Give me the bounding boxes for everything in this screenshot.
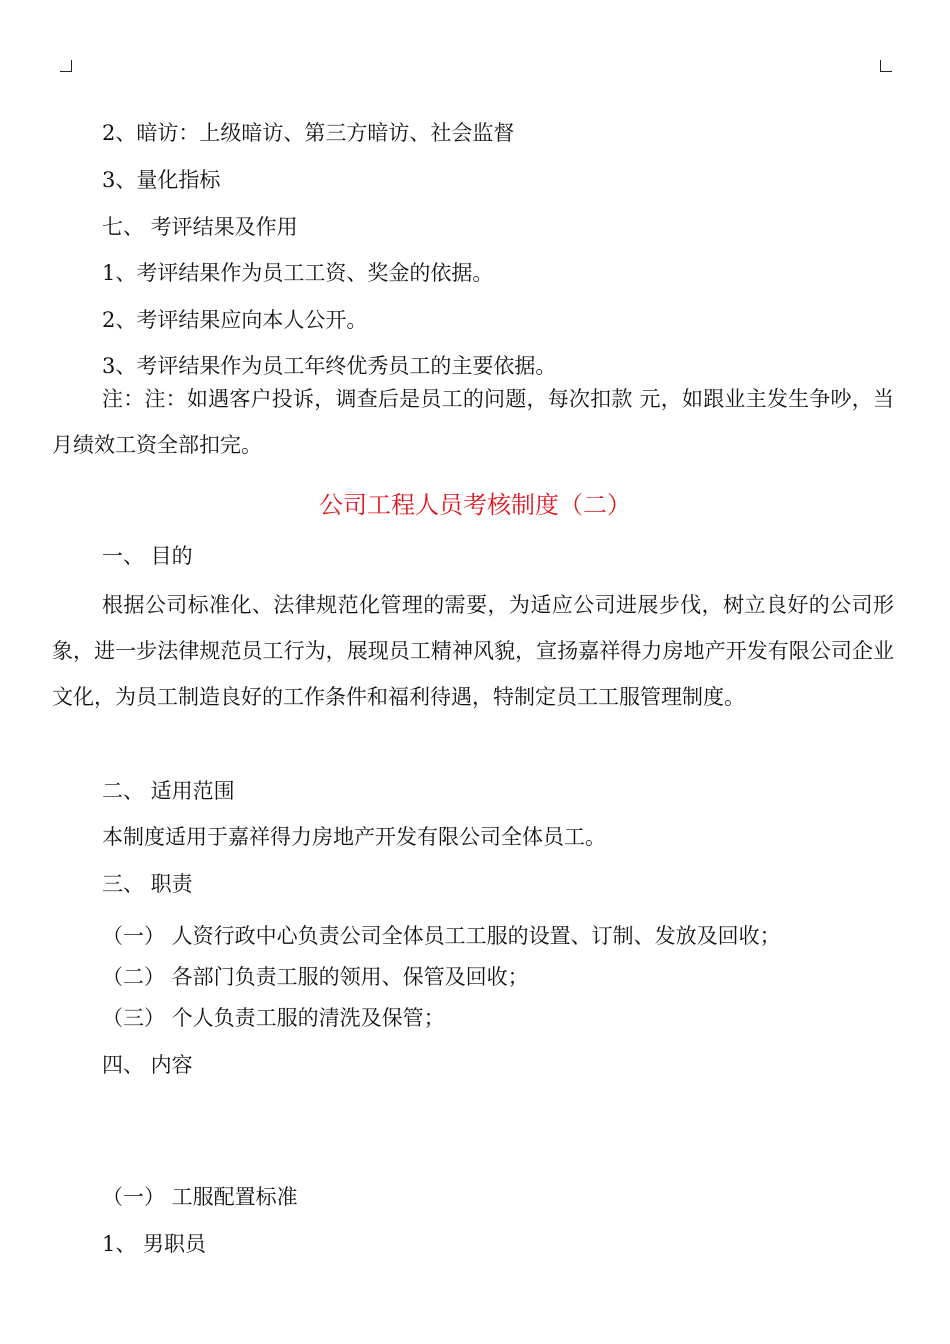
note-paragraph: 注：注：如遇客户投诉，调查后是员工的问题，每次扣款 元，如跟业主发生争吵，当月绩效工资全部扣完。 [52, 387, 894, 457]
duty-item-1: （一） 人资行政中心负责公司全体员工工服的设置、订制、发放及回收； [102, 924, 781, 948]
line-secret-visit: 2、暗访：上级暗访、第三方暗访、社会监督 [102, 121, 515, 145]
scope-paragraph: 本制度适用于嘉祥得力房地产开发有限公司全体员工。 [102, 825, 606, 849]
duty-item-3: （三） 个人负责工服的清洗及保管； [102, 1006, 445, 1030]
duty-item-2: （二） 各部门负责工服的领用、保管及回收； [102, 965, 529, 989]
line-result-basis-salary: 1、考评结果作为员工工资、奖金的依据。 [102, 261, 494, 285]
heading-content: 四、 内容 [102, 1053, 193, 1077]
list-item-male-staff: 1、 男职员 [102, 1232, 207, 1256]
crop-mark-top-left [60, 60, 72, 72]
line-result-public: 2、考评结果应向本人公开。 [102, 308, 368, 332]
line-quantified-indicators: 3、量化指标 [102, 168, 221, 192]
purpose-paragraph: 根据公司标准化、法律规范化管理的需要，为适应公司进展步伐，树立良好的公司形象，进一步法律规范员工行为，展现员工精神风貌，宣扬嘉祥得力房地产开发有限公司企业文化，为员工制造良好的工作条件和福利待遇，特制定员工工服管理制度。 [52, 593, 894, 709]
heading-purpose: 一、 目的 [102, 544, 193, 568]
line-result-annual: 3、考评结果作为员工年终优秀员工的主要依据。 [102, 354, 557, 378]
crop-mark-top-right [880, 60, 892, 72]
document-title: 公司工程人员考核制度（二） [319, 491, 631, 519]
subheading-uniform-standard: （一） 工服配置标准 [102, 1185, 298, 1209]
heading-responsibilities: 三、 职责 [102, 872, 193, 896]
heading-scope: 二、 适用范围 [102, 779, 235, 803]
heading-evaluation-results: 七、 考评结果及作用 [102, 215, 298, 239]
